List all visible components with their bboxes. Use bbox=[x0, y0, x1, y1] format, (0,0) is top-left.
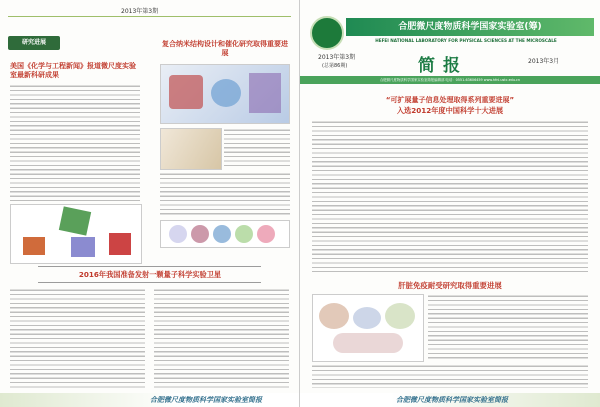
issue-total: (总第86期) bbox=[322, 63, 348, 69]
masthead bbox=[300, 0, 600, 74]
right-issue: 2013年第3期 bbox=[318, 54, 356, 61]
article2-text-b bbox=[160, 172, 290, 216]
lab-logo bbox=[310, 16, 344, 50]
header-strip: 合肥微尺度物质科学国家实验室简报编辑部 电话：0551-63606459 www.hfnl.ustc.edu.cn bbox=[300, 76, 600, 84]
molecular-figure bbox=[10, 204, 142, 264]
section-divider-2 bbox=[38, 282, 261, 283]
article3-text-a bbox=[10, 288, 145, 388]
article2-body-b bbox=[312, 364, 588, 388]
org-name-en: HEFEI NATIONAL LABORATORY FOR PHYSICAL SCIENCES AT THE MICROSCALE bbox=[375, 38, 557, 43]
protein-figure bbox=[312, 294, 424, 362]
section-badge: 研究进展 bbox=[8, 36, 60, 50]
article2-title-right: 肝脏免疫耐受研究取得重要进展 bbox=[398, 281, 502, 290]
tem-image bbox=[160, 128, 222, 170]
article1-title-line2: 入选2012年度中国科学十大进展 bbox=[396, 106, 504, 115]
article1-title-line1: “可扩展量子信息处理取得系列重要进展” bbox=[385, 96, 515, 104]
article3-title: 2016年我国准备发射一颗量子科学实验卫星 bbox=[78, 270, 222, 279]
org-name: 合肥微尺度物质科学国家实验室(筹) bbox=[346, 18, 594, 36]
article2-body-a bbox=[428, 294, 588, 360]
left-footer: 合肥微尺度物质科学国家实验室简报 bbox=[150, 396, 262, 404]
top-divider bbox=[8, 16, 291, 17]
article3-text-b bbox=[154, 288, 289, 388]
nanoparticle-figure bbox=[160, 220, 290, 248]
left-issue: 2013年第3期 bbox=[121, 8, 159, 15]
bulletin-title: 简报 bbox=[418, 56, 468, 76]
right-footer: 合肥微尺度物质科学国家实验室简报 bbox=[396, 396, 508, 404]
article2-title: 复合纳米结构设计和催化研究取得重要进展 bbox=[162, 40, 288, 57]
right-page bbox=[300, 0, 600, 407]
section-divider bbox=[38, 266, 261, 267]
article1-text bbox=[10, 84, 140, 202]
article1-title: 美国《化学与工程新闻》报道微尺度实验室最新科研成果 bbox=[10, 62, 136, 79]
right-month: 2013年3月 bbox=[528, 58, 560, 65]
nanostructure-figure bbox=[160, 64, 290, 124]
article1-body bbox=[312, 120, 588, 272]
article2-text-a bbox=[224, 128, 290, 168]
